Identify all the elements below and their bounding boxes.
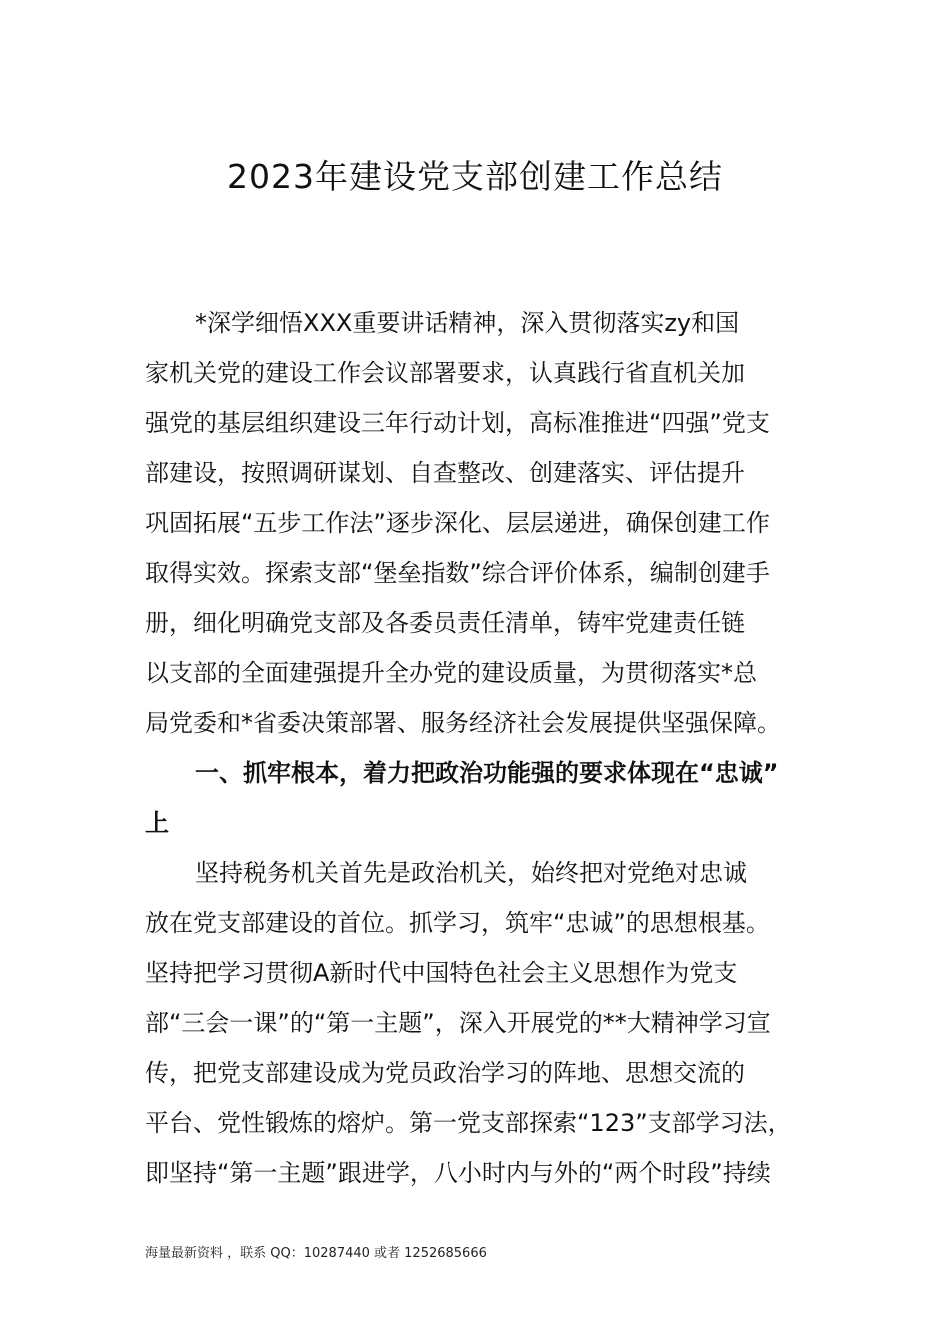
paragraph-line: 部建设，按照调研谋划、自查整改、创建落实、评估提升 — [145, 459, 745, 487]
paragraph-line: 以支部的全面建强提升全办党的建设质量，为贯彻落实*总 — [145, 659, 757, 687]
document-title: 2023年建设党支部创建工作总结 — [227, 157, 723, 196]
paragraph-line: 平台、党性锻炼的熔炉。第一党支部探索“123”支部学习法， — [145, 1109, 792, 1137]
paragraph-line: 传，把党支部建设成为党员政治学习的阵地、思想交流的 — [145, 1059, 745, 1087]
paragraph-line: 家机关党的建设工作会议部署要求，认真践行省直机关加 — [145, 359, 745, 387]
paragraph-line: 局党委和*省委决策部署、服务经济社会发展提供坚强保障。 — [145, 709, 781, 737]
paragraph-line: 即坚持“第一主题”跟进学，八小时内与外的“两个时段”持续 — [145, 1159, 771, 1187]
paragraph-line: 册，细化明确党支部及各委员责任清单，铸牢党建责任链 — [145, 609, 745, 637]
paragraph-line: 取得实效。探索支部“堡垒指数”综合评价体系，编制创建手 — [145, 559, 770, 587]
footer-note: 海量最新资料 ，联系 QQ：10287440 或者 1252685666 — [145, 1246, 487, 1261]
paragraph-line: 坚持税务机关首先是政治机关，始终把对党绝对忠诚 — [195, 859, 747, 887]
document-body — [145, 298, 825, 1198]
paragraph-line: *深学细悟XXX重要讲话精神，深入贯彻落实zy和国 — [195, 309, 740, 337]
paragraph-line: 放在党支部建设的首位。抓学习，筑牢“忠诚”的思想根基。 — [145, 909, 770, 937]
paragraph-line: 巩固拓展“五步工作法”逐步深化、层层递进，确保创建工作 — [145, 509, 770, 537]
paragraph-line: 部“三会一课”的“第一主题”，深入开展党的**大精神学习宣 — [145, 1009, 771, 1037]
paragraph-line: 强党的基层组织建设三年行动计划，高标准推进“四强”党支 — [145, 409, 770, 437]
section-heading-continued: 上 — [145, 809, 169, 837]
section-heading: 一、抓牢根本，着力把政治功能强的要求体现在“忠诚” — [195, 759, 779, 787]
paragraph-line: 坚持把学习贯彻A新时代中国特色社会主义思想作为党支 — [145, 959, 738, 987]
